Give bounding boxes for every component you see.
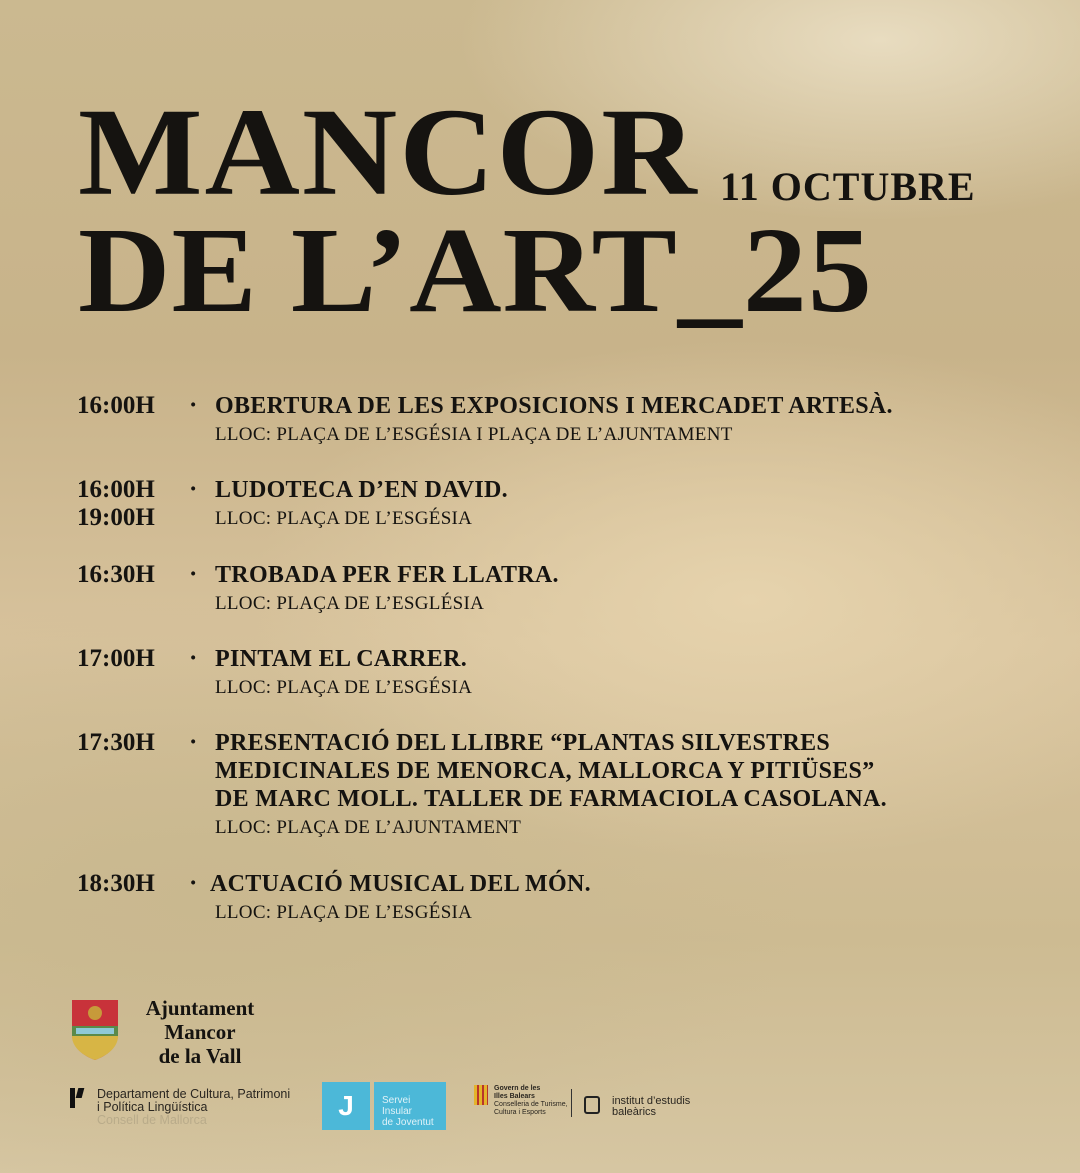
- event-title: TROBADA PER FER LLATRA.: [215, 562, 559, 588]
- event-location: LLOC: PLAÇA DE L’AJUNTAMENT: [215, 817, 522, 838]
- logo-text: Ajuntament: [145, 996, 255, 1020]
- logo-text: Insular: [382, 1106, 413, 1117]
- logo-text: Govern de les: [494, 1085, 541, 1092]
- event-time: 17:00H: [77, 645, 155, 672]
- event-location: LLOC: PLAÇA DE L’ESGÉSIA: [215, 677, 473, 698]
- logo-text: Consell de Mallorca: [97, 1113, 207, 1127]
- event-title-line: PRESENTACIÓ DEL LLIBRE “PLANTAS SILVESTRES: [215, 730, 831, 756]
- iedib-icon: [584, 1096, 600, 1114]
- govern-flag-icon: [474, 1085, 488, 1105]
- logo-text: i Política Lingüística: [97, 1100, 208, 1114]
- event-location: LLOC: PLAÇA DE L’ESGÉSIA: [215, 902, 473, 923]
- event-time: 17:30H: [77, 729, 155, 756]
- event-time: 16:30H: [77, 561, 155, 588]
- separator: ·: [189, 645, 198, 672]
- event-title: ACTUACIÓ MUSICAL DEL MÓN.: [210, 871, 591, 897]
- event-time: 16:00H: [77, 392, 155, 419]
- event-title: PINTAM EL CARRER.: [215, 646, 468, 672]
- joventut-j-icon: J: [322, 1082, 370, 1130]
- separator: ·: [189, 561, 198, 588]
- logo-text: de Joventut: [382, 1117, 434, 1128]
- event-time-end: 19:00H: [77, 504, 155, 531]
- logo-text: baleàrics: [612, 1106, 657, 1118]
- separator: ·: [189, 392, 198, 419]
- logo-text: Conselleria de Turisme,: [494, 1101, 568, 1108]
- event-location: LLOC: PLAÇA DE L’ESGÉSIA I PLAÇA DE L’AJUNTAMENT: [215, 424, 733, 445]
- event-time: 18:30H: [77, 870, 155, 897]
- separator: ·: [189, 476, 198, 503]
- event-title: LUDOTECA D’EN DAVID.: [215, 477, 508, 503]
- logo-text: Illes Balears: [494, 1093, 535, 1100]
- event-title: OBERTURA DE LES EXPOSICIONS I MERCADET ARTESÀ.: [215, 393, 893, 419]
- event-time: 16:00H: [77, 476, 155, 503]
- logo-text: institut d’estudis: [612, 1095, 691, 1107]
- logo-text: Servei: [382, 1095, 411, 1106]
- logo-text: de la Vall: [158, 1044, 242, 1068]
- title-line-2: DE L’ART_25: [78, 202, 873, 338]
- divider: [571, 1089, 572, 1117]
- cultura-mark-icon: [70, 1088, 75, 1108]
- event-location: LLOC: PLAÇA DE L’ESGLÉSIA: [215, 593, 485, 614]
- separator: ·: [189, 729, 198, 756]
- event-location: LLOC: PLAÇA DE L’ESGÉSIA: [215, 508, 473, 529]
- logo-text: Mancor: [164, 1020, 236, 1044]
- ajuntament-logo-text: [130, 996, 270, 1068]
- title-line-1: MANCOR: [78, 81, 699, 222]
- logo-text: Departament de Cultura, Patrimoni: [97, 1087, 291, 1101]
- logo-text: Cultura i Esports: [494, 1109, 546, 1116]
- event-title-line: MEDICINALES DE MENORCA, MALLORCA Y PITIÜSES”: [215, 758, 875, 784]
- separator: ·: [189, 870, 198, 897]
- event-title-line: DE MARC MOLL. TALLER DE FARMACIOLA CASOLANA.: [215, 786, 887, 812]
- event-date: 11 OCTUBRE: [720, 164, 976, 209]
- mancor-coat-of-arms-icon: [70, 998, 120, 1065]
